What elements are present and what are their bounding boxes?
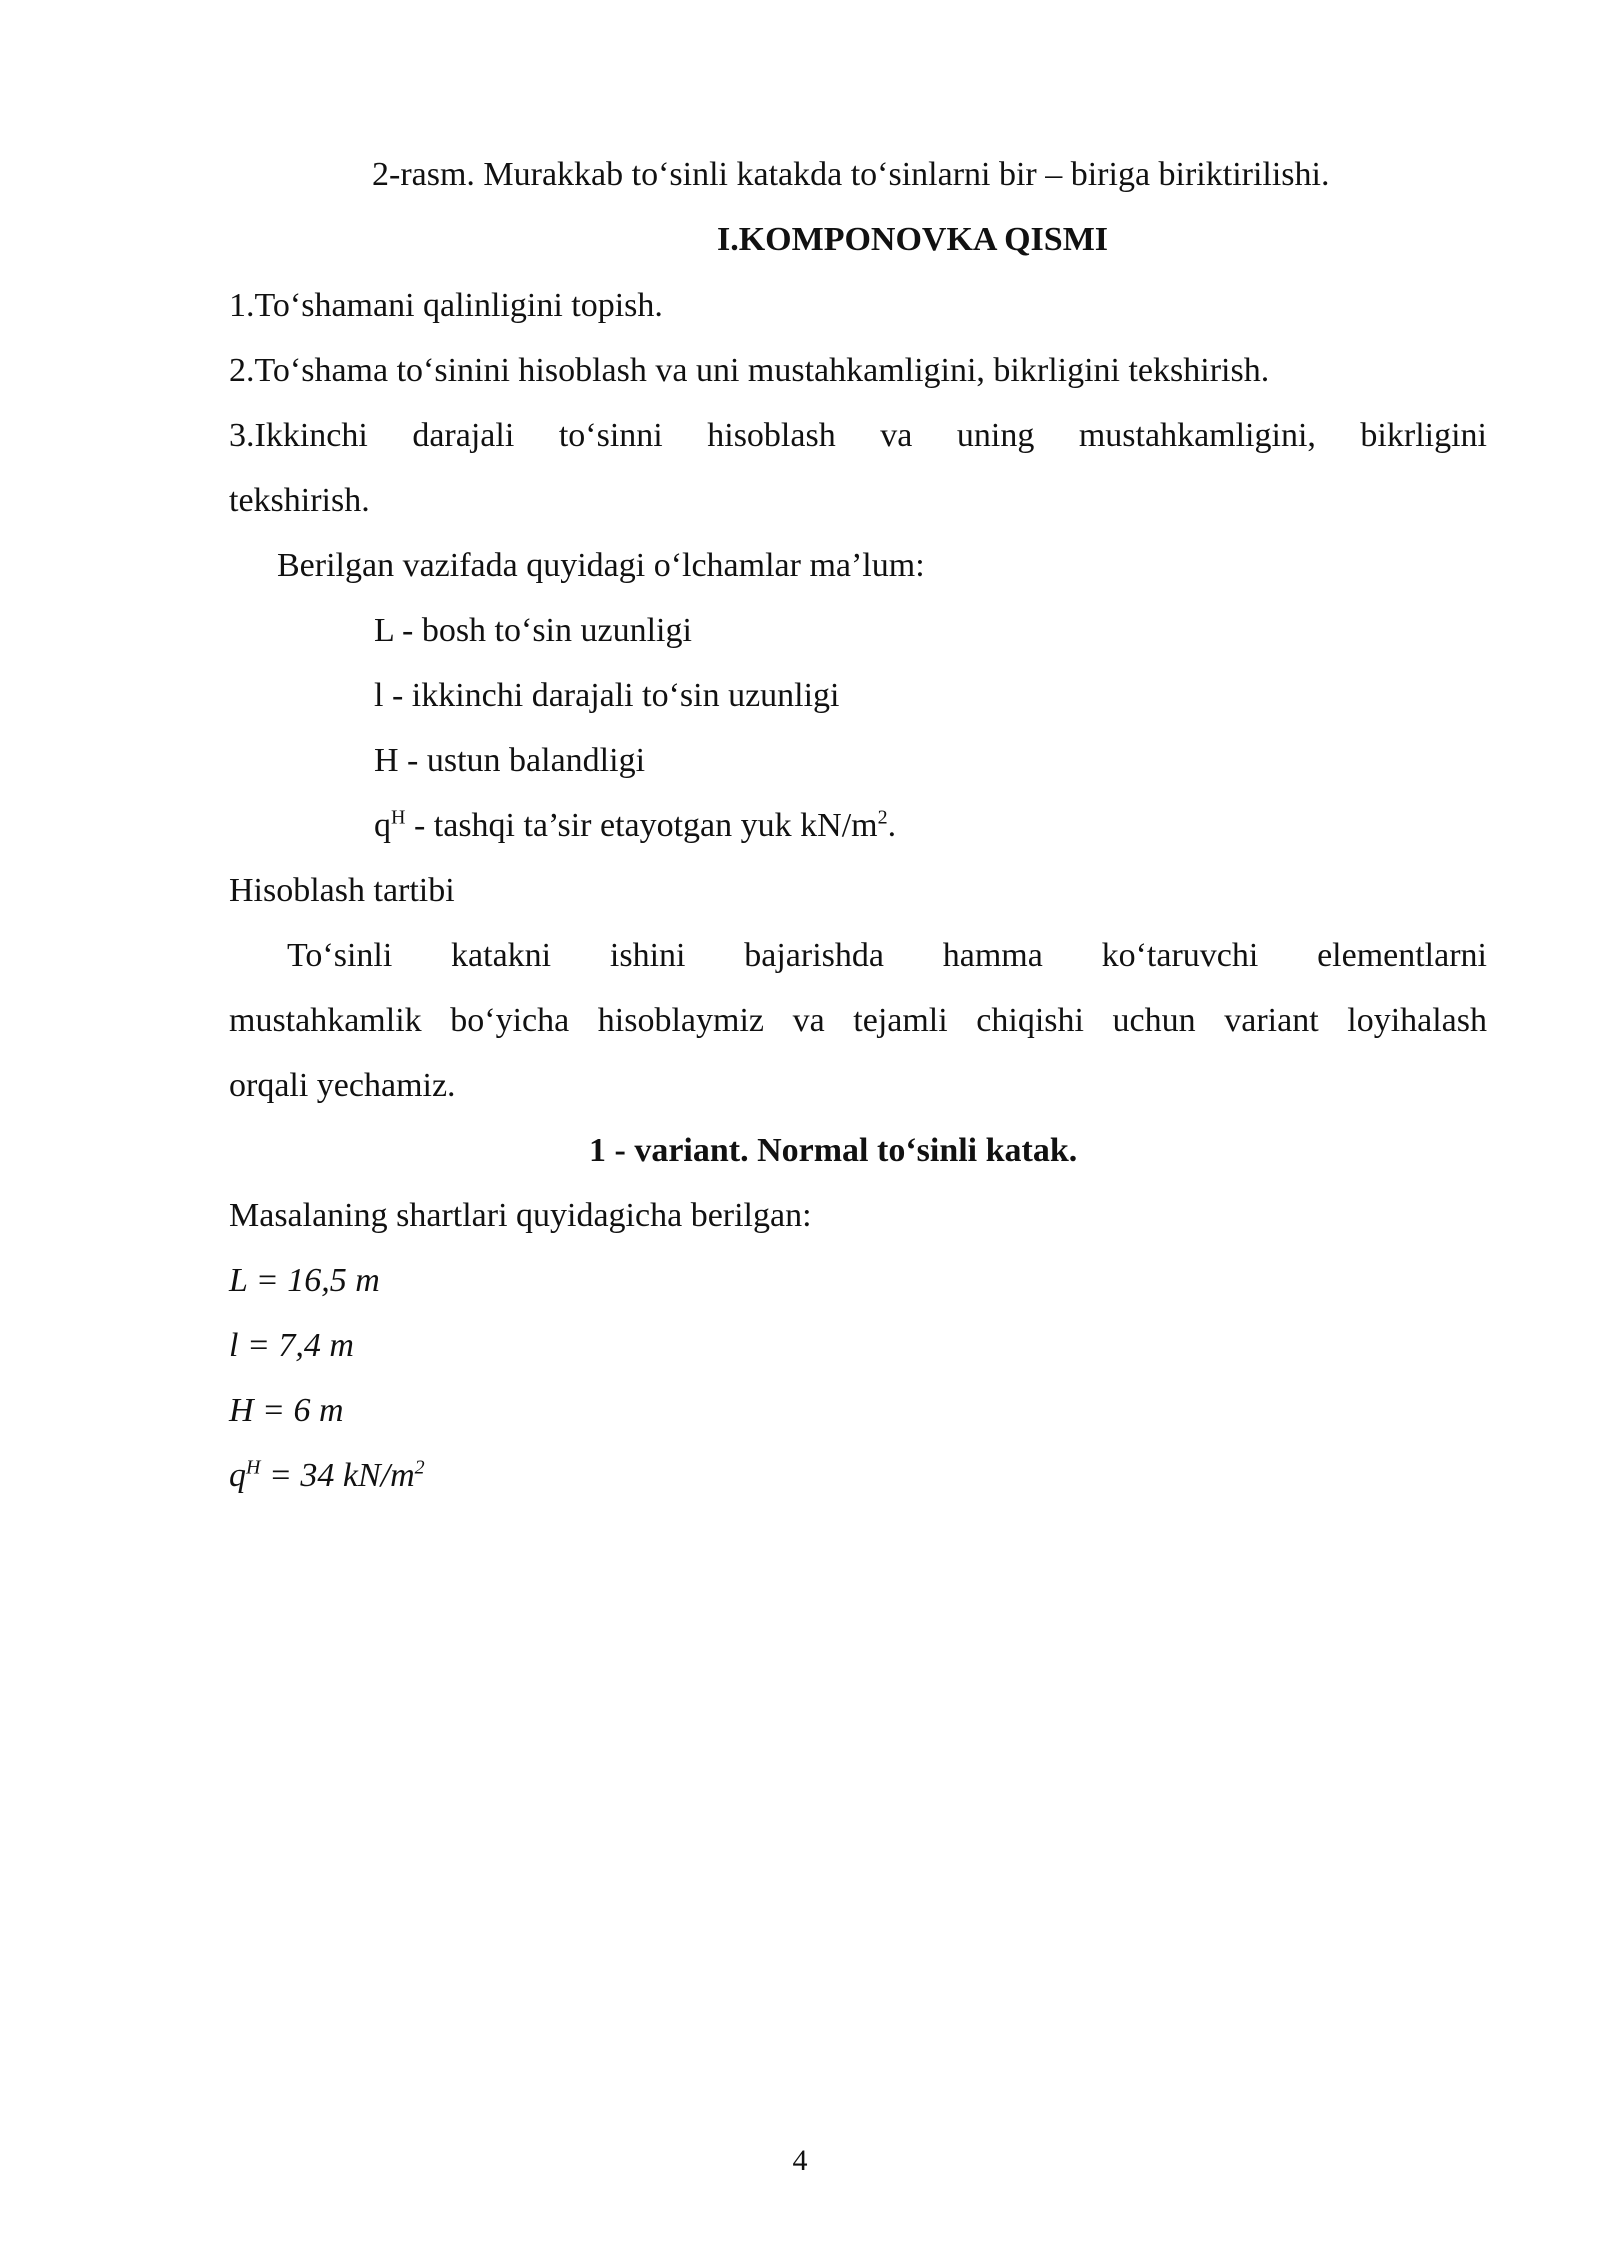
figure-caption: 2-rasm. Murakkab to‘sinli katakda to‘sinlarni bir – biriga biriktirilishi. [372,156,1330,193]
value-L: L = 16,5 m [229,1262,380,1299]
conditions-intro: Masalaning shartlari quyidagicha berilgan: [229,1197,812,1234]
value-q-unit-superscript: 2 [414,1456,425,1479]
definition-q-superscript: H [391,806,406,829]
task-item-2: 2.To‘shama to‘sinini hisoblash va uni mustahkamligini, bikrligini tekshirish. [229,352,1270,389]
definition-q-end: . [887,807,897,844]
value-q-text: = 34 kN/m [260,1457,415,1494]
section-title: I.KOMPONOVKA QISMI [717,221,1109,258]
procedure-heading: Hisoblash tartibi [229,872,455,909]
definition-H: H - ustun balandligi [374,742,646,779]
definition-q-symbol: q [374,807,391,844]
definition-q-unit-superscript: 2 [877,806,888,829]
paragraph-line-3: orqali yechamiz. [229,1067,456,1104]
paragraph-line-2: mustahkamlik bo‘yicha hisoblaymiz va tejamli chiqishi uchun variant loyihalash [229,1002,1487,1039]
definition-l: l - ikkinchi darajali to‘sin uzunligi [374,677,840,714]
variant-title: 1 - variant. Normal to‘sinli katak. [589,1132,1078,1169]
value-H: H = 6 m [229,1392,344,1429]
paragraph-line-1: To‘sinli katakni ishini bajarishda hamma ko‘taruvchi elementlarni [287,937,1487,974]
page-number: 4 [792,2144,808,2177]
definition-L: L - bosh to‘sin uzunligi [374,612,692,649]
value-q-symbol: q [229,1457,246,1494]
value-q-superscript: H [246,1456,261,1479]
task-item-1: 1.To‘shamani qalinligini topish. [229,287,663,324]
definition-q-text: - tashqi ta’sir etayotgan yuk kN/m [405,807,878,844]
definition-q [374,806,896,846]
task-item-3-continuation: tekshirish. [229,482,370,519]
value-l: l = 7,4 m [229,1327,354,1364]
value-q [229,1456,425,1496]
task-item-3: 3.Ikkinchi darajali to‘sinni hisoblash va uning mustahkamligini, bikrligini [229,417,1487,454]
given-intro: Berilgan vazifada quyidagi o‘lchamlar ma’lum: [277,547,925,584]
